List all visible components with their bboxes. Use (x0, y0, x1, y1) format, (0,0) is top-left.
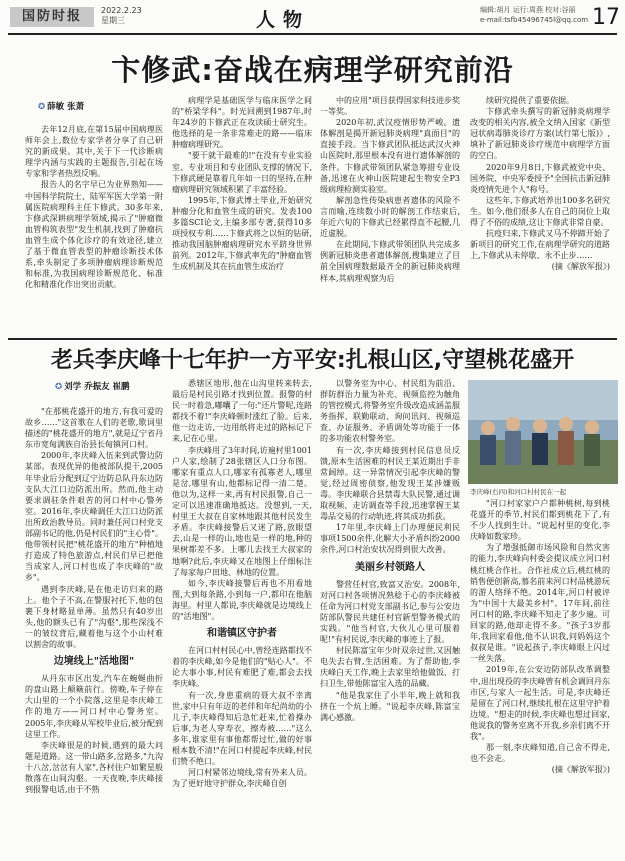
author-icon: ✪ (38, 102, 46, 112)
editor-info: 编辑:胡月 运行:周燕 校对:谷丽 e-mail:tsfb45496745l@qq.com (480, 6, 589, 24)
article1-col3: 中的应用"项目获得国家科技进步奖一等奖。 2020年初,武汉疫情形势严峻。遗体解剖是揭开新冠肺炎病理"真面目"的直接手段。当卞修武团队抵达武汉火神山医院时,那里根本没有进行遗体解剖的条件。卞修武带领团队紧急筹措专业设备,迅速在火神山医院建起生物安全P3级病理检测实验室。 解剖急性传染病患者遗体的风险不言而喻,连续数小时的解剖工作结束后,年近六旬的卞修武已经累得直不起腰,几近虚脱。 在此期间,卞修武带领团队共完成多例新冠肺炎患者遗体解剖,搜集建立了目前全国病理数据最齐全的新冠肺炎病理样本,其病理观察为后 (320, 96, 460, 283)
header-rule (8, 33, 617, 35)
article2-col4: "河口村家家户户都种桃树,每到桃花盛开的季节,村民们都到桃花下了,有不少人找到生计。"说起村里的变化,李庆峰如数家珍。 为了增强抵御市场风险和自然灾害的能力,李庆峰向村委会提议成立河口村桃红桃合作社。合作社成立后,桃红桃的销售便创新高,慕名前来河口村品桃游玩的游人络绎不绝。2014年,河口村被评为"中国十大最美乡村"。17年间,前往河口村的路,李庆峰不知走了多少遍。可回家的路,他却走得不多。"孩子3岁那年,我回家看他,他不认识我,问妈妈这个叔叔是谁。"说起孩子,李庆峰眼上闪过一丝失落。 2019年,在公安边防部队改革调整中,退出现役的李庆峰曾有机会调回丹东市区,与家人一起生活。可是,李庆峰还是留在了河口村,继续扎根在这里守护着边境。"想走的时候,李庆峰也想过回家,他说我的警务室离不开我,乡亲们离不开我"。 那一刻,李庆峰知道,自己舍不得走,也不会走。 (摘《解放军报》) (470, 499, 610, 775)
subhead-village-leader: 美丽乡村领路人 (355, 561, 425, 573)
article1-col1: 去年12月底,在第15届中国病理医师年会上,数位专家学者分享了自己研究的新成果。其中,关于下一代诊断病理学内涵与实践的主题报告,引起在场专家和学者热烈反响。 报告人的名字早已为业界熟知——中国科学院院士、陆军军医大学第一附属医院病理科主任卞修武。30多年来,卞修武深耕病理学领域,揭示了"肿瘤微血管构筑表型"发生机制,找到了肿瘤抗血管生成个体化诊疗的有效途径,建立了基于微血管表型的肿瘤诊断技术体系,牵头制定了多项肿瘤病理诊断规范和标准,为我国病理诊断规范化、标准化和精准化作出突出贡献。 (25, 125, 163, 290)
section-rule (8, 338, 617, 340)
newspaper-logo: 国防时报 (10, 7, 94, 27)
article1-col4: 续研究提供了重要依据。 卞修武牵头撰写的新冠肺炎病理学改变的相关内容,被全文纳入国家《新型冠状病毒肺炎诊疗方案(试行第七版)》,填补了新冠肺炎诊疗规范中病理学方面的空白。 2020年9月8日,卞修武被党中央、国务院、中央军委授予"全国抗击新冠肺炎疫情先进个人"称号。 这些年,卞修武培养出100多名研究生。如今,他们很多人在自己的岗位上取得了不俗的成绩,这让卞修武非常自豪。 抗疫归来,卞修武又马不停蹄开始了新项目的研究工作,在病理学研究的道路上,卞修武从未停歇、永不止步…… (摘《解放军报》) (470, 96, 610, 272)
article2-col2: 悉辖区地形,他在山沟里转来转去,最后是村民引路才找到位置。报警的村民一时着急,嘟囔了一句:"还片警呢,连路都找不着!"李庆峰顿时涨红了脸。后来,他一边走访,一边用纸将走过的路标记下来,记在心里。 李庆峰用了3年时间,访遍村里1001户人家,绘制了28张辖区人口分布图。哪家有重点人口,哪家有孤寡老人,哪里是岔,哪里有山,他都标记得一清二楚。他以为,这样一来,再有村民报警,自己一定可以迅速准确地抵达。没想到,一天,村里王大叔在自家林地跟其他村民发生矛盾。李庆峰接警后又迷了路,放眼望去,山是一样的山,地也是一样的地,种的果树都差不多。上哪儿去找王大叔家的地啊?此后,李庆峰又在地图上仔细标注了每家每户田地、林地的位置。 如今,李庆峰接警后再也不用看地图,大到每条路,小到每一户,都印在他脑海里。村里人都说,李庆峰就是边境线上的"活地图"。 和谐镇区守护者 在河口村村民心中,曾经连路都找不着的李庆峰,如今是他们的"贴心人"。不论大事小事,村民有难肥了难,都会去找李庆峰。 有一次,身患重病的聂大叔不幸离世,家中只有年迈的老伴和年纪尚幼的小儿子,李庆峰得知后急忙赶来,忙着操办后事,为老人穿寿衣、擦寿被……"这么多年,谁家里有事他都帮过忙,做的好事根本数不清!"在河口村提起李庆峰,村民们赞不绝口。 河口村紧邻边境线,常有外来人员。为了更好地守护群众,李庆峰自创 (172, 379, 312, 789)
author-icon: ✪ (55, 382, 63, 392)
page-number: 17 (592, 5, 620, 30)
section-title: 人物 (256, 9, 311, 31)
page-header (0, 0, 625, 36)
article2-title: 老兵李庆峰十七年护一方平安:扎根山区,守望桃花盛开 (50, 348, 575, 373)
news-photo (468, 380, 618, 484)
article1-signature: (摘《解放军报》) (551, 262, 610, 272)
photo-caption: 李庆峰(右四)和河口村村民在一起 (470, 488, 567, 496)
article2-col1: "在那桃花盛开的地方,有我可爱的故乡……"这首歌在人们的老歌,歌词里描述的"桃花盛开的地方",就是辽宁省丹东市宽甸满族自治县长甸镇河口村。 2000年,李庆峰入伍来到武警边防某部。表现优异的他被部队提干,2005年毕业后分配到辽宁边防总队丹东边防支队大江口边防派出所。然而,他主动要求调驻条件艰苦的河口村中心警务室。2016年,李庆峰调任大江口边防派出所政治教导员。同时兼任河口村党支部副书记的他,仍是村民们的"主心骨"。他带领村民把"桃花盛开的地方"种植地打造成了特色旅游点,村民们早已把他当成家人,河口村也成了李庆峰的"故乡"。 遇到李庆峰,是在他走访归来的路上。他个子不高,在警服衬托下,他的包裹下身材略显单薄。虽然只有40岁出头,他的额头已有了"沟壑",那些深浅不一的皱纹背后,藏着他与这个小山村难以割舍的故事。 边境线上"活地图" 从丹东市区出发,汽车在蜿蜒曲折的盘山路上颠簸前行。傍晚,车子停在大山里的一个小院落,这里是李庆峰工作的地方——河口村中心警务室。2005年,李庆峰从军校毕业后,被分配到这里工作。 李庆峰很是的时候,遇到的最大问题是道路。这一带山路多,岔路多,"九沟十八岔,岔岔有人家",各村住户如繁星般散落在山间沟壑。一天夜晚,李庆峰接到报警电话,由于不熟 (25, 407, 163, 795)
article2-byline: ✪ 刘学 乔振友 崔鹏 (55, 382, 130, 392)
article1-byline: ✪ 薛敏 张萧 (38, 102, 85, 112)
subhead-living-map: 边境线上"活地图" (53, 656, 135, 668)
article1-title: 卞修武:奋战在病理学研究前沿 (111, 53, 514, 87)
article1-col2: 病理学是基础医学与临床医学之间的"桥梁学科"。时光回溯到1987年,时年24岁的卞修武正在攻读硕士研究生。他选择的是一条非常难走的路——临床肿瘤病理研究。 "要干就干最难的!"在没有专业实验室、专业项目和专业团队支撑的情况下,卞修武硬是靠着几年如一日的坚持,在肿瘤病理研究领域积累了丰富经验。 1995年,卞修武博士毕业,开始研究肿瘤分化和血管生成的研究。发表100多篇SCI论文,主编多部专著,获得10多项授权专利……卞修武将之以恒的钻研,推动我国脑肿瘤病理研究水平跻身世界前列。2012年,卞修武率先的"肿瘤血管生成机制及其在抗血管生成治疗 (172, 96, 312, 272)
issue-date: 2022.2.23 星期三 (101, 6, 142, 25)
subhead-guardian: 和谐镇区守护者 (207, 628, 277, 640)
news-photo-image (468, 380, 618, 484)
article2-col3: 以警务室为中心、村民组为前沿、群防群治力量为补充、视频监控为触角的管控模式,将警务室升级改造成涵盖服务指挥、联勤联动、询问讯问、视频巡查、办证服务、矛盾调处等功能于一体的多功能农村警务室。 有一次,李庆峰接到村民信息员反馈,原本生活困难的村民王某近期出手非常阔绰。这一异常情况引起李庆峰的警觉,经过周密侦察,他发现王某涉嫌贩毒。李庆峰联合县禁毒大队民警,通过调取视频、走访调查等手段,迅速掌握王某毒品交易的行动轨迹,将其成功抓获。 17年里,李庆峰上门办理便民利民事项1500余件,化解大小矛盾纠纷2000余件,河口村治安状况得到很大改善。 美丽乡村领路人 警营任村官,致富又治安。2008年,对河口村各项情况熟稔于心的李庆峰被任命为河口村党支部副书记,参与公安边防部队警民共建任村官新型警务模式的实践。"他当村官,大伙儿心里可服着呢!"有村民说,李庆峰的事迹上了报。 村民陈富宝年少时双亲过世,又因触电失去右臂,生活困难。为了帮助他,李庆峰白天工作,晚上去家里给他做饭、打扫卫生,带他陈富宝入选的品藏。 "他是我家住了小半年,晚上就和我挤在一个炕上睡。"说起李庆峰,陈富宝满心感激。 (320, 379, 460, 722)
article2-signature: (摘《解放军报》) (551, 765, 610, 775)
